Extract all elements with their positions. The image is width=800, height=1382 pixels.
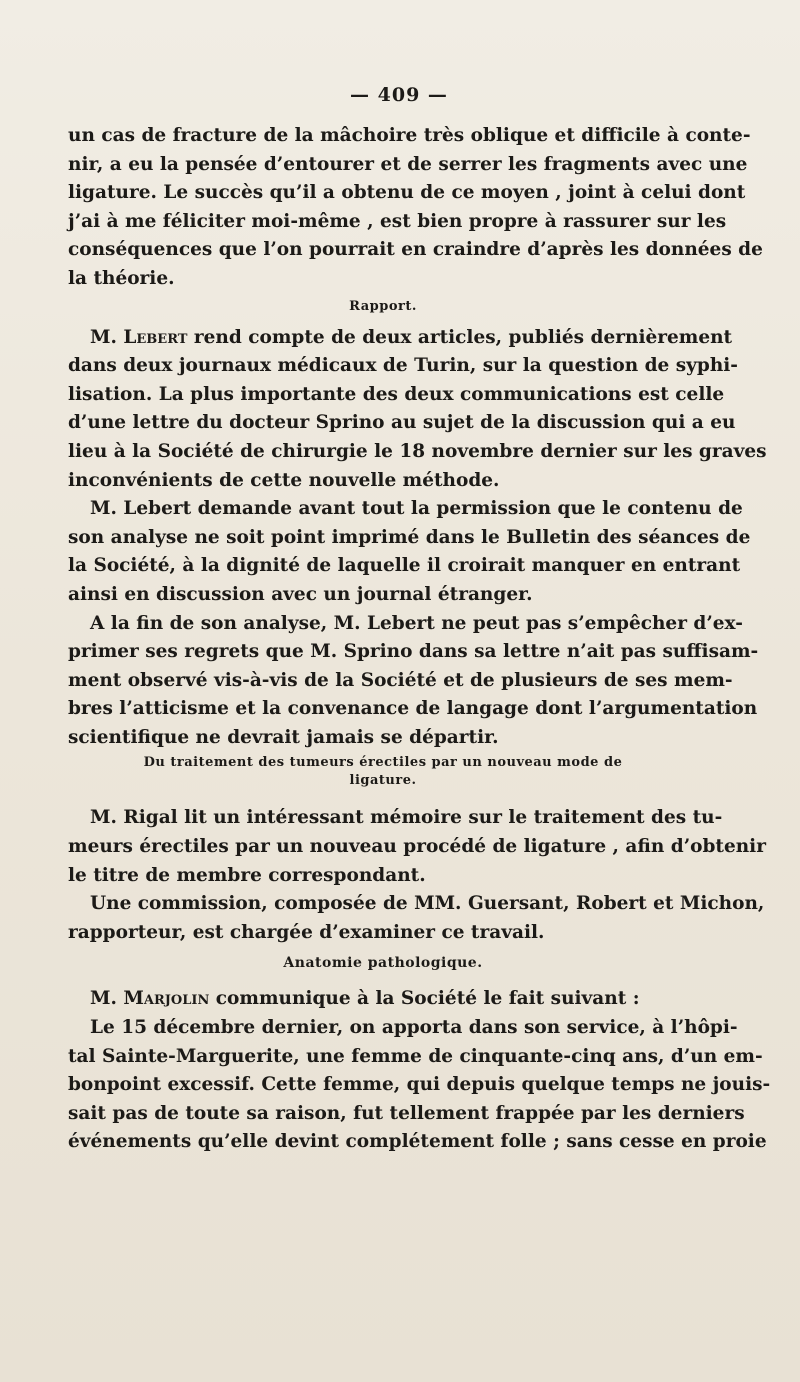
text-line: ment observé vis-à-vis de la Société et de plusieurs de ses mem- (68, 669, 733, 691)
text-line: lieu à la Société de chirurgie le 18 novembre dernier sur les graves (68, 440, 767, 462)
text-fragment: communique à la Société le fait suivant : (209, 988, 640, 1010)
text-line: Une commission, composée de MM. Guersant, Robert et Michon, (90, 893, 765, 915)
text-line: son analyse ne soit point imprimé dans le Bulletin des séances de (68, 526, 751, 548)
page-body (68, 122, 771, 1157)
section-heading-anatomie: Anatomie pathologique. (283, 955, 483, 972)
text-line: lisation. La plus importante des deux communications est celle (68, 383, 725, 405)
text-line: sait pas de toute sa raison, fut tellement frappée par les derniers (68, 1102, 745, 1124)
text-line: bonpoint excessif. Cette femme, qui depuis quelque temps ne jouis- (68, 1074, 771, 1096)
text-line (68, 324, 733, 353)
text-line: tal Sainte-Marguerite, une femme de cinquante-cinq ans, d’un em- (68, 1045, 763, 1067)
text-fragment: M. (90, 988, 124, 1010)
section-heading-tumeurs-continued: ligature. (349, 773, 417, 789)
section-heading-tumeurs: Du traitement des tumeurs érectiles par un nouveau mode de (143, 755, 623, 771)
text-line: la Société, à la dignité de laquelle il croirait manquer en entrant (68, 555, 741, 577)
text-fragment: rend compte de deux articles, publiés dernièrement (187, 326, 733, 348)
text-line: le titre de membre correspondant. (68, 864, 426, 886)
text-line: j’ai à me féliciter moi-même , est bien propre à rassurer sur les (68, 210, 727, 232)
text-line: ligature. Le succès qu’il a obtenu de ce moyen , joint à celui dont (68, 182, 746, 204)
text-line: la théorie. (68, 267, 175, 289)
text-line: M. Rigal lit un intéressant mémoire sur le traitement des tu- (90, 807, 723, 829)
text-line: conséquences que l’on pourrait en craindre d’après les données de (68, 239, 763, 261)
text-line: primer ses regrets que M. Sprino dans sa lettre n’ait pas suffisam- (68, 641, 759, 663)
text-line: événements qu’elle devint complétement folle ; sans cesse en proie (68, 1131, 767, 1153)
text-line: ainsi en discussion avec un journal étranger. (68, 583, 533, 605)
text-line: scientifique ne devrait jamais se départir. (68, 726, 499, 748)
text-line: rapporteur, est chargée d’examiner ce travail. (68, 921, 545, 943)
text-fragment: M. (90, 326, 124, 348)
text-line: inconvénients de cette nouvelle méthode. (68, 469, 500, 491)
text-line: A la fin de son analyse, M. Lebert ne peut pas s’empêcher d’ex- (90, 612, 743, 634)
text-line (68, 985, 698, 1014)
author-name: Lebert (123, 326, 188, 348)
text-line: M. Lebert demande avant tout la permission que le contenu de (90, 498, 743, 520)
text-line: d’une lettre du docteur Sprino au sujet de la discussion qui a eu (68, 412, 736, 434)
page-number: — 409 — (350, 84, 448, 106)
text-line: bres l’atticisme et la convenance de langage dont l’argumentation (68, 698, 758, 720)
section-heading-rapport: Rapport. (349, 298, 417, 314)
author-name: Marjolin (123, 988, 210, 1010)
text-line: meurs érectiles par un nouveau procédé de ligature , afin d’obtenir (68, 836, 766, 858)
text-line: nir, a eu la pensée d’entourer et de serrer les fragments avec une (68, 153, 748, 175)
text-line: dans deux journaux médicaux de Turin, sur la question de syphi- (68, 355, 738, 377)
text-line: Le 15 décembre dernier, on apporta dans son service, à l’hôpi- (90, 1017, 738, 1039)
text-line: un cas de fracture de la mâchoire très oblique et difficile à conte- (68, 125, 751, 146)
